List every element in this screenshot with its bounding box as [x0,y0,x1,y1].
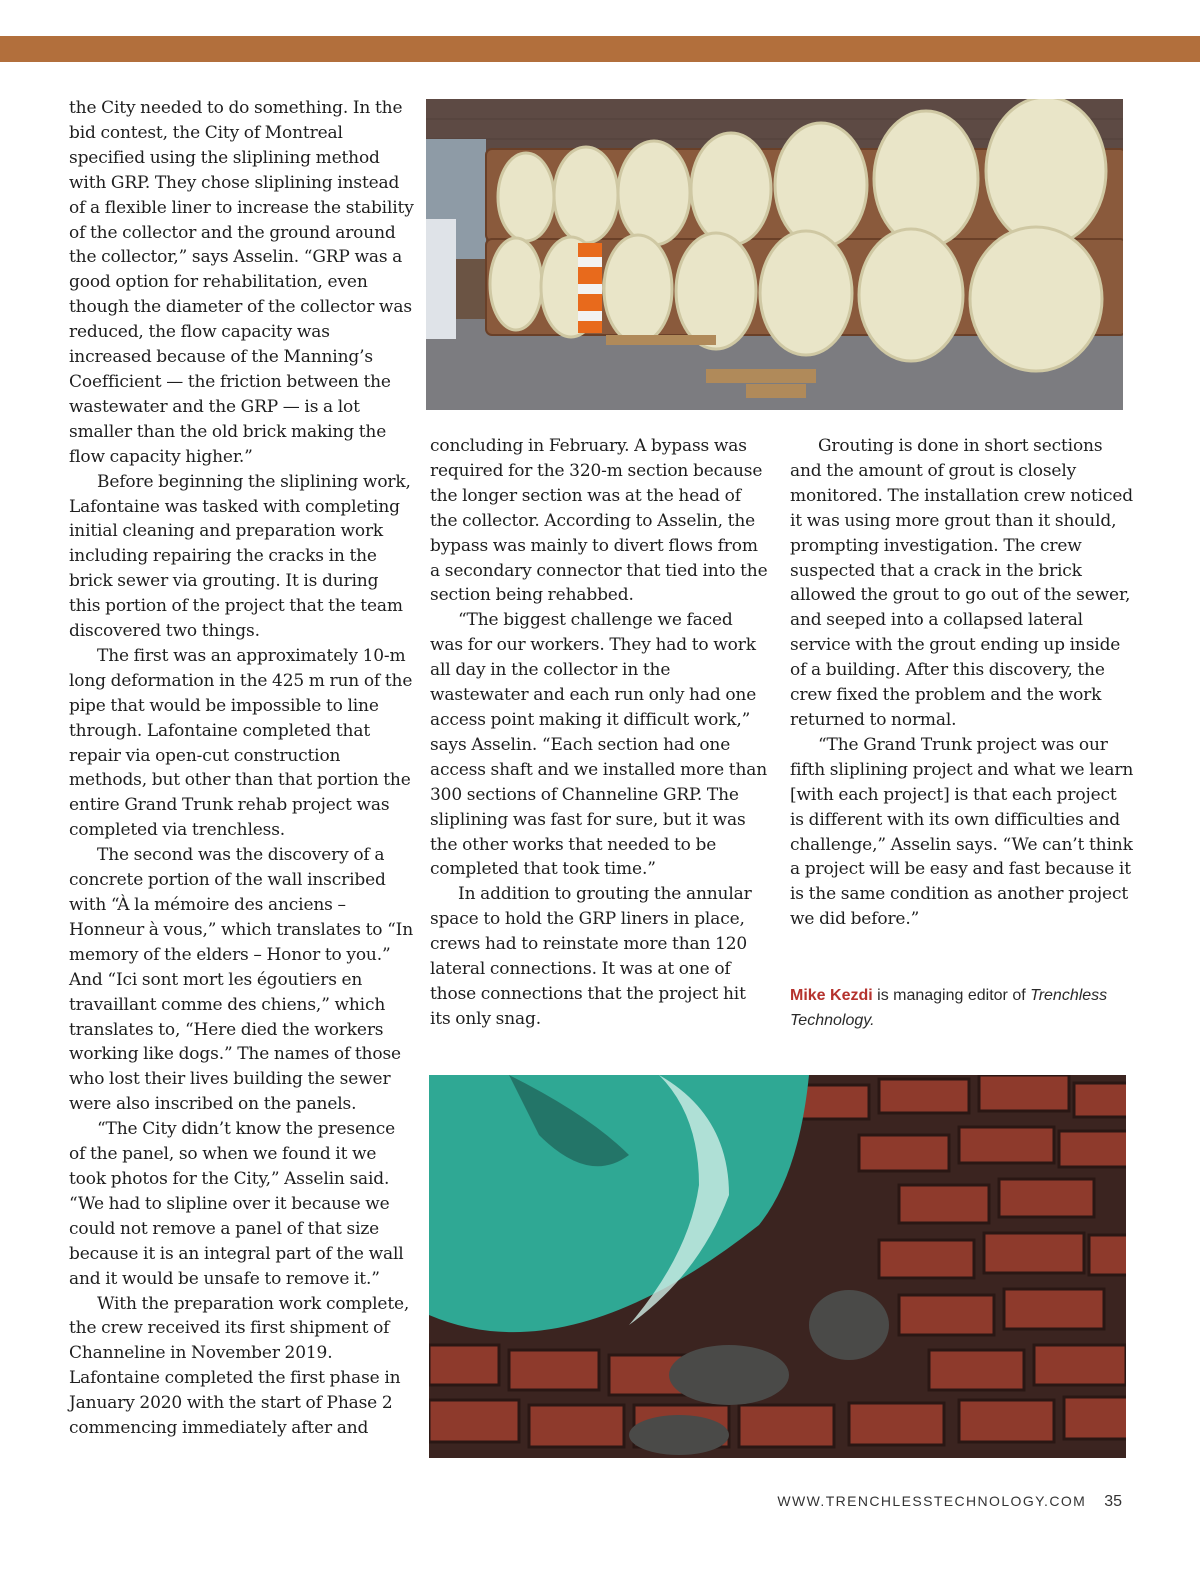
paragraph: the City needed to do something. In the bid contest, the City of Montreal specified using the sliplining method with GRP. They chose sliplining instead of a flexible liner to increase the stability of the collector and the ground around the collector,” says Asselin. “GRP was a good option for rehabilitation, even though the diameter of the collector was reduced, the flow capacity was increased because of the Manning’s Coefficient — the friction between the wastewater and the GRP — is a lot smaller than the old brick making the flow capacity higher.” [69,98,414,467]
article-column-1 [69,96,414,1441]
paragraph: “The Grand Trunk project was our fifth sliplining project and what we learn [with each project] is that each project is different with its own difficulties and challenge,” Asselin says. “We can’t think a project will be easy and fast because it is the same condition as another project we did before.” [790,734,1134,930]
page-footer [777,1493,1122,1511]
paragraph: The second was the discovery of a concrete portion of the wall inscribed with “À la mémoire des anciens – Honneur à vous,” which translates to “In memory of the elders – Honor to you.” And “Ici sont mort les égoutiers en travaillant comme des chiens,” which translates to, “Here died the workers working like dogs.” The names of those who lost their lives building the sewer were also inscribed on the panels. [69,845,414,1115]
top-color-band [0,36,1200,62]
paragraph: “The biggest challenge we faced was for our workers. They had to work all day in the collector in the wastewater and each run only had one access point making it difficult work,” says Asselin. “Each section had one access shaft and we installed more than 300 sections of Channeline GRP. The sliplining was fast for sure, but it was the other works that needed to be completed that took time.” [430,610,768,880]
author-bio [790,983,1140,1033]
pipes-illustration [426,99,1123,410]
paragraph: Grouting is done in short sections and the amount of grout is closely monitored. The installation crew noticed it was using more grout than it should, prompting investigation. The crew suspected that a crack in the brick allowed the grout to go out of the sewer, and seeped into a collapsed lateral service with the grout ending up inside of a building. After this discovery, the crew fixed the problem and the work returned to normal. [790,436,1133,730]
photo-grp-pipe-sections [426,99,1123,410]
author-role: is managing editor of [872,987,1031,1004]
paragraph: In addition to grouting the annular space to hold the GRP liners in place, crews had to reinstate more than 120 lateral connections. It was at one of those connections that the project hit its only snag. [430,884,752,1029]
paragraph: Before beginning the sliplining work, Lafontaine was tasked with completing initial cleaning and preparation work including repairing the cracks in the brick sewer via grouting. It is during this portion of the project that the team discovered two things. [69,471,411,642]
page-number: 35 [1104,1493,1122,1510]
paragraph: “The City didn’t know the presence of the panel, so when we found it we took photos for the City,” Asselin said. “We had to slipline over it because we could not remove a panel of that size because it is an integral part of the wall and it would be unsafe to remove it.” [69,1119,404,1289]
publication-name: Trenchless Technology. [790,987,1108,1029]
article-column-2 [430,434,770,1032]
paragraph: concluding in February. A bypass was required for the 320-m section because the longer section was at the head of the collector. According to Asselin, the bypass was mainly to divert flows from a secondary connector that tied into the section being rehabbed. [430,436,768,606]
footer-url: WWW.TRENCHLESSTECHNOLOGY.COM [777,1493,1087,1509]
paragraph: The first was an approximately 10-m long deformation in the 425 m run of the pipe that would be impossible to line through. Lafontaine completed that repair via open-cut construction methods, but other than that portion the entire Grand Trunk rehab project was completed via trenchless. [69,645,413,841]
paragraph: With the preparation work complete, the crew received its first shipment of Channeline in November 2019. Lafontaine completed the first phase in January 2020 with the start of Phase 2 commencing immediately after and [69,1293,410,1439]
article-column-3 [790,434,1135,932]
photo-lateral-connection-brick [429,1075,1126,1458]
brick-illustration [429,1075,1126,1458]
author-name: Mike Kezdi [790,987,873,1004]
